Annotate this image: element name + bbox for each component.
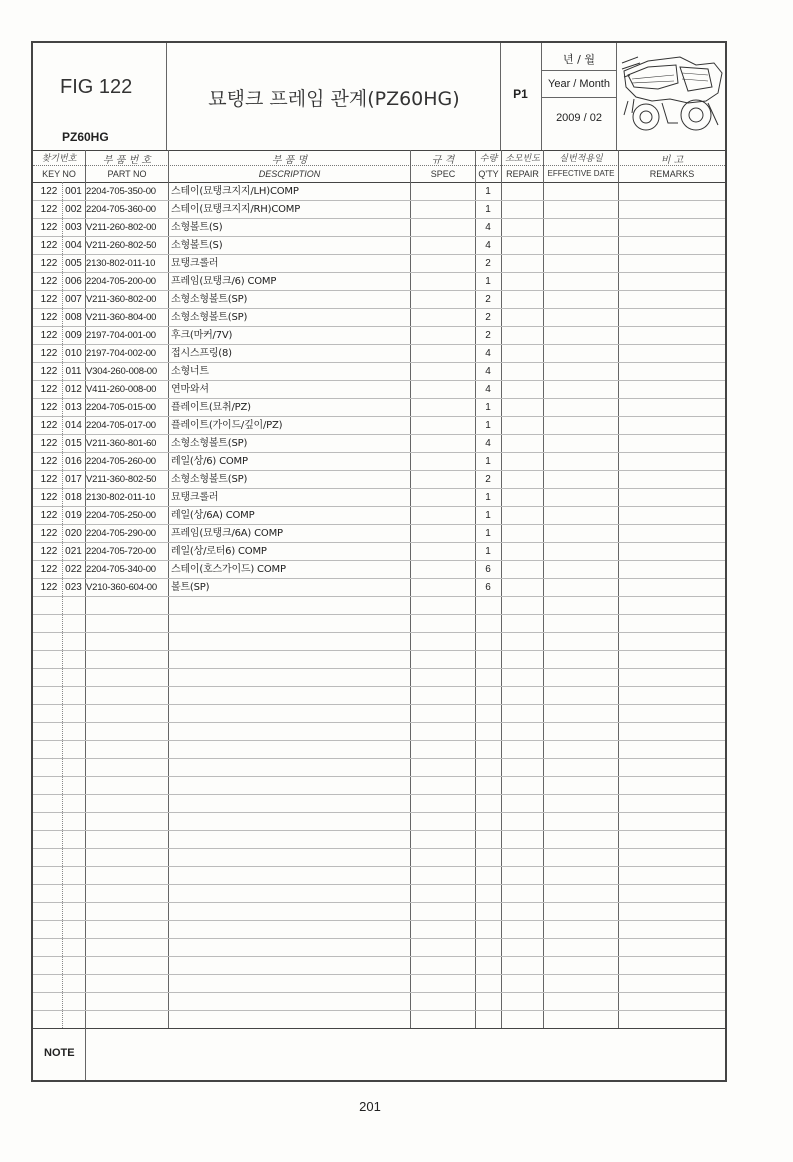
col-desc-en: DESCRIPTION — [258, 169, 321, 179]
part-number: V304-260-008-00 — [86, 366, 157, 377]
part-number: V211-360-802-00 — [86, 294, 157, 305]
quantity: 1 — [485, 186, 491, 197]
ruled-line — [33, 776, 725, 777]
part-number: 2204-705-017-00 — [86, 420, 156, 431]
key-number: 021 — [65, 546, 82, 557]
note-divider — [85, 1028, 86, 1080]
ruled-line — [33, 1010, 725, 1011]
part-description: 묘탱크롤러 — [171, 492, 219, 503]
part-description: 스테이(묘탱크지지/RH)COMP — [171, 204, 301, 215]
ruled-line — [33, 758, 725, 759]
col-spec-en: SPEC — [430, 169, 456, 179]
key-prefix: 122 — [40, 222, 58, 233]
col-qty-ko: 수량 — [479, 154, 498, 164]
ruled-line — [33, 974, 725, 975]
header-divider — [166, 43, 167, 150]
quantity: 1 — [485, 456, 491, 467]
key-number: 019 — [65, 510, 82, 521]
year-month-label-ko: 년 / 월 — [563, 53, 595, 66]
ruled-line — [33, 632, 725, 633]
part-description: 스테이(묘탱크지지/LH)COMP — [171, 186, 299, 197]
part-description: 레일(상/6A) COMP — [171, 510, 255, 521]
key-prefix: 122 — [40, 240, 58, 251]
part-description: 스테이(호스가이드) COMP — [171, 564, 286, 575]
col-qty-en: Q'TY — [478, 169, 499, 179]
part-number: 2197-704-002-00 — [86, 348, 156, 359]
quantity: 4 — [485, 240, 491, 251]
column-separator — [168, 150, 169, 1028]
col-remarks-ko: 비 고 — [660, 155, 684, 166]
ruled-line — [33, 920, 725, 921]
part-number: 2204-705-260-00 — [86, 456, 156, 467]
quantity: 1 — [485, 420, 491, 431]
ruled-line — [33, 614, 725, 615]
quantity: 1 — [485, 510, 491, 521]
key-prefix: 122 — [40, 456, 58, 467]
part-number: V210-360-604-00 — [86, 582, 157, 593]
quantity: 2 — [485, 330, 491, 341]
key-prefix: 122 — [40, 564, 58, 575]
header-divider — [542, 97, 616, 98]
year-month-label-en: Year / Month — [548, 78, 610, 90]
key-prefix: 122 — [40, 258, 58, 269]
col-part-en: PART NO — [107, 169, 147, 179]
part-number: 2204-705-015-00 — [86, 402, 156, 413]
key-number: 004 — [65, 240, 82, 251]
model-name: PZ60HG — [62, 130, 109, 144]
ruled-line — [33, 794, 725, 795]
quantity: 2 — [485, 294, 491, 305]
part-description: 플레이트(가이드/깊이/PZ) — [171, 420, 283, 431]
key-prefix: 122 — [40, 420, 58, 431]
year-month-value: 2009 / 02 — [556, 112, 602, 124]
col-spec-ko: 규 격 — [431, 155, 455, 166]
note-label: NOTE — [44, 1047, 75, 1059]
key-number: 017 — [65, 474, 82, 485]
column-separator — [410, 150, 411, 1028]
part-description: 소형볼트(S) — [171, 240, 223, 251]
quantity: 4 — [485, 366, 491, 377]
key-number: 018 — [65, 492, 82, 503]
quantity: 4 — [485, 438, 491, 449]
ruled-line — [33, 650, 725, 651]
col-key-en: KEY NO — [42, 169, 76, 179]
quantity: 2 — [485, 312, 491, 323]
col-remarks-en: REMARKS — [649, 169, 695, 179]
key-prefix: 122 — [40, 276, 58, 287]
ruled-line — [33, 956, 725, 957]
part-number: V211-260-802-50 — [86, 240, 157, 251]
ruled-line — [33, 992, 725, 993]
page-title: 묘탱크 프레임 관계(PZ60HG) — [208, 88, 460, 110]
key-prefix: 122 — [40, 510, 58, 521]
key-number: 002 — [65, 204, 82, 215]
part-number: 2204-705-250-00 — [86, 510, 156, 521]
part-description: 접시스프링(8) — [171, 348, 232, 359]
part-description: 소형소형볼트(SP) — [171, 474, 248, 485]
part-number: V211-260-802-00 — [86, 222, 157, 233]
key-prefix: 122 — [40, 384, 58, 395]
key-prefix: 122 — [40, 528, 58, 539]
key-prefix: 122 — [40, 348, 58, 359]
quantity: 1 — [485, 528, 491, 539]
part-description: 연마와셔 — [171, 384, 209, 395]
ruled-line — [33, 722, 725, 723]
key-prefix: 122 — [40, 204, 58, 215]
part-number: 2204-705-720-00 — [86, 546, 156, 557]
part-number: 2204-705-290-00 — [86, 528, 156, 539]
quantity: 1 — [485, 546, 491, 557]
part-description: 플레이트(묘취/PZ) — [171, 402, 251, 413]
key-prefix: 122 — [40, 546, 58, 557]
key-number: 011 — [65, 366, 82, 377]
ruled-line — [33, 704, 725, 705]
part-number: 2130-802-011-10 — [86, 492, 156, 503]
part-description: 소형소형볼트(SP) — [171, 438, 248, 449]
quantity: 1 — [485, 204, 491, 215]
key-number: 008 — [65, 312, 82, 323]
key-number: 015 — [65, 438, 82, 449]
col-repair-ko: 소모빈도 — [505, 154, 540, 164]
part-number: 2204-705-200-00 — [86, 276, 156, 287]
page-number: 201 — [359, 1099, 381, 1114]
key-number: 007 — [65, 294, 82, 305]
part-number: V211-360-804-00 — [86, 312, 157, 323]
key-number: 012 — [65, 384, 82, 395]
key-number: 022 — [65, 564, 82, 575]
part-number: V211-360-801-60 — [86, 438, 157, 449]
ruled-line — [33, 812, 725, 813]
key-prefix: 122 — [40, 492, 58, 503]
part-description: 볼트(SP) — [171, 582, 210, 593]
part-description: 레일(상/로터6) COMP — [171, 546, 267, 557]
quantity: 4 — [485, 348, 491, 359]
column-separator — [543, 150, 544, 1028]
col-part-ko: 부 품 번 호 — [102, 155, 152, 166]
header-divider — [616, 43, 617, 150]
col-key-ko: 찾기번호 — [41, 154, 77, 164]
ruled-line — [33, 686, 725, 687]
key-number: 005 — [65, 258, 82, 269]
quantity: 4 — [485, 222, 491, 233]
key-prefix: 122 — [40, 186, 58, 197]
ruled-line — [33, 884, 725, 885]
part-description: 레일(상/6) COMP — [171, 456, 248, 467]
part-description: 소형너트 — [171, 366, 209, 377]
quantity: 6 — [485, 564, 491, 575]
quantity: 1 — [485, 492, 491, 503]
key-number: 016 — [65, 456, 82, 467]
col-desc-ko: 부 품 명 — [271, 155, 308, 166]
quantity: 1 — [485, 402, 491, 413]
ruled-line — [33, 740, 725, 741]
quantity: 2 — [485, 258, 491, 269]
ruled-line — [33, 830, 725, 831]
part-description: 프레임(묘탱크/6A) COMP — [171, 528, 283, 539]
ruled-line — [33, 938, 725, 939]
part-number: 2204-705-350-00 — [86, 186, 156, 197]
rice-transplanter-illustration — [618, 43, 726, 150]
key-number: 014 — [65, 420, 82, 431]
part-number: 2204-705-340-00 — [86, 564, 156, 575]
key-number: 003 — [65, 222, 82, 233]
part-description: 소형소형볼트(SP) — [171, 294, 248, 305]
key-number: 001 — [65, 186, 82, 197]
key-number: 013 — [65, 402, 82, 413]
key-number: 006 — [65, 276, 82, 287]
quantity: 1 — [485, 276, 491, 287]
part-description: 프레임(묘탱크/6) COMP — [171, 276, 277, 287]
part-description: 소형소형볼트(SP) — [171, 312, 248, 323]
key-prefix: 122 — [40, 294, 58, 305]
col-eff-en: EFFECTIVE DATE — [547, 169, 615, 178]
ruled-line — [33, 866, 725, 867]
column-separator — [501, 150, 502, 1028]
key-prefix: 122 — [40, 474, 58, 485]
figure-number: FIG 122 — [60, 76, 133, 98]
part-number: V411-260-008-00 — [86, 384, 157, 395]
key-number: 020 — [65, 528, 82, 539]
key-number: 009 — [65, 330, 82, 341]
ruled-line — [33, 668, 725, 669]
col-eff-ko: 실번적용일 — [559, 154, 603, 164]
part-description: 묘탱크롤러 — [171, 258, 219, 269]
key-prefix: 122 — [40, 366, 58, 377]
key-prefix: 122 — [40, 582, 58, 593]
quantity: 2 — [485, 474, 491, 485]
key-prefix: 122 — [40, 312, 58, 323]
ruled-line — [33, 848, 725, 849]
quantity: 6 — [485, 582, 491, 593]
key-number: 010 — [65, 348, 82, 359]
key-prefix: 122 — [40, 438, 58, 449]
part-number: 2130-802-011-10 — [86, 258, 156, 269]
sheet-number: P1 — [513, 87, 528, 101]
part-number: V211-360-802-50 — [86, 474, 157, 485]
part-description: 후크(마커/7V) — [171, 330, 233, 341]
note-top-line — [33, 1028, 725, 1029]
header-divider — [500, 43, 501, 150]
part-number: 2197-704-001-00 — [86, 330, 156, 341]
ruled-line — [33, 902, 725, 903]
part-number: 2204-705-360-00 — [86, 204, 156, 215]
key-prefix: 122 — [40, 330, 58, 341]
part-description: 소형볼트(S) — [171, 222, 223, 233]
key-number: 023 — [65, 582, 82, 593]
column-separator — [618, 150, 619, 1028]
header-divider — [542, 70, 616, 71]
quantity: 4 — [485, 384, 491, 395]
col-repair-en: REPAIR — [506, 169, 539, 179]
key-prefix: 122 — [40, 402, 58, 413]
